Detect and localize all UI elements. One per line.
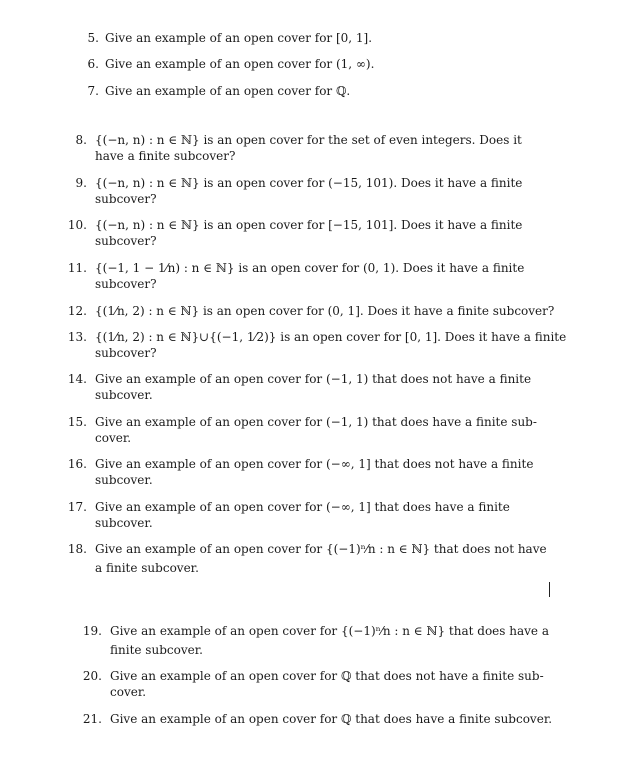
exercise-text-line-1: Give an example of an open cover for (−∞, 1] that does not have a finite (95, 457, 534, 471)
exercise-text-line-1: Give an example of an open cover for {(−1)ⁿ⁄n : n ∈ ℕ} that does have a (110, 624, 549, 638)
exercise-number: 14. (67, 372, 87, 386)
exercise-number: 9. (75, 176, 87, 190)
exercise-number: 10. (67, 218, 87, 232)
exercise-number: 15. (67, 415, 87, 429)
exercise-number: 13. (67, 330, 87, 344)
exercise-text-line-2: subcover. (95, 388, 153, 402)
exercise-text-line-1: {(−n, n) : n ∈ ℕ} is an open cover for (−15, 101). Does it have a finite (95, 176, 523, 190)
exercise-text-line-2: finite subcover. (110, 643, 203, 657)
exercise-text-line-2: have a finite subcover? (95, 149, 236, 163)
exercise-text-line-1: {(1⁄n, 2) : n ∈ ℕ}∪{(−1, 1⁄2)} is an open cover for [0, 1]. Does it have a finite (95, 330, 567, 344)
exercise-number: 12. (67, 304, 87, 318)
exercise-number: 20. (82, 669, 102, 683)
exercise-text-line-2: subcover? (95, 192, 157, 206)
exercise-text-line-2: cover. (110, 685, 147, 699)
exercise-text: Give an example of an open cover for (1, ∞). (105, 57, 375, 71)
exercise-text-line-1: {(−1, 1 − 1⁄n) : n ∈ ℕ} is an open cover for (0, 1). Does it have a finite (95, 261, 525, 275)
exercise-text-line-1: {(−n, n) : n ∈ ℕ} is an open cover for the set of even integers. Does it (95, 133, 522, 147)
exercise-text: Give an example of an open cover for ℚ that does have a finite subcover. (110, 712, 553, 726)
exercise-number: 21. (82, 712, 102, 726)
exercise-text-line-1: Give an example of an open cover for (−1, 1) that does have a finite sub- (95, 415, 537, 429)
exercise-text-line-2: subcover. (95, 516, 153, 530)
text-cursor (549, 582, 550, 597)
exercise-number: 17. (67, 500, 87, 514)
exercise-number: 8. (75, 133, 87, 147)
exercise-text-line-1: Give an example of an open cover for {(−1)ⁿ⁄n : n ∈ ℕ} that does not have (95, 542, 547, 556)
exercise-text-line-2: subcover? (95, 346, 157, 360)
exercise-text-line-2: cover. (95, 431, 132, 445)
exercise-text: Give an example of an open cover for [0, 1]. (105, 31, 373, 45)
exercise-number: 19. (82, 624, 102, 638)
exercise-number: 6. (87, 57, 99, 71)
exercise-text-line-1: Give an example of an open cover for (−∞, 1] that does have a finite (95, 500, 510, 514)
exercise-text-line-1: Give an example of an open cover for ℚ that does not have a finite sub- (110, 669, 544, 683)
exercise-text: Give an example of an open cover for ℚ. (105, 84, 351, 98)
exercise-number: 11. (67, 261, 87, 275)
exercise-text-line-2: subcover. (95, 473, 153, 487)
exercise-number: 5. (87, 31, 99, 45)
exercise-text-line-2: subcover? (95, 277, 157, 291)
exercise-text-line-2: a finite subcover. (95, 561, 199, 575)
exercise-text-line-1: Give an example of an open cover for (−1, 1) that does not have a finite (95, 372, 532, 386)
exercise-text-line-1: {(−n, n) : n ∈ ℕ} is an open cover for [−15, 101]. Does it have a finite (95, 218, 523, 232)
exercise-text: {(1⁄n, 2) : n ∈ ℕ} is an open cover for (0, 1]. Does it have a finite subcover? (95, 304, 555, 318)
exercise-text-line-2: subcover? (95, 234, 157, 248)
exercise-number: 16. (67, 457, 87, 471)
exercise-number: 7. (87, 84, 99, 98)
exercise-number: 18. (67, 542, 87, 556)
